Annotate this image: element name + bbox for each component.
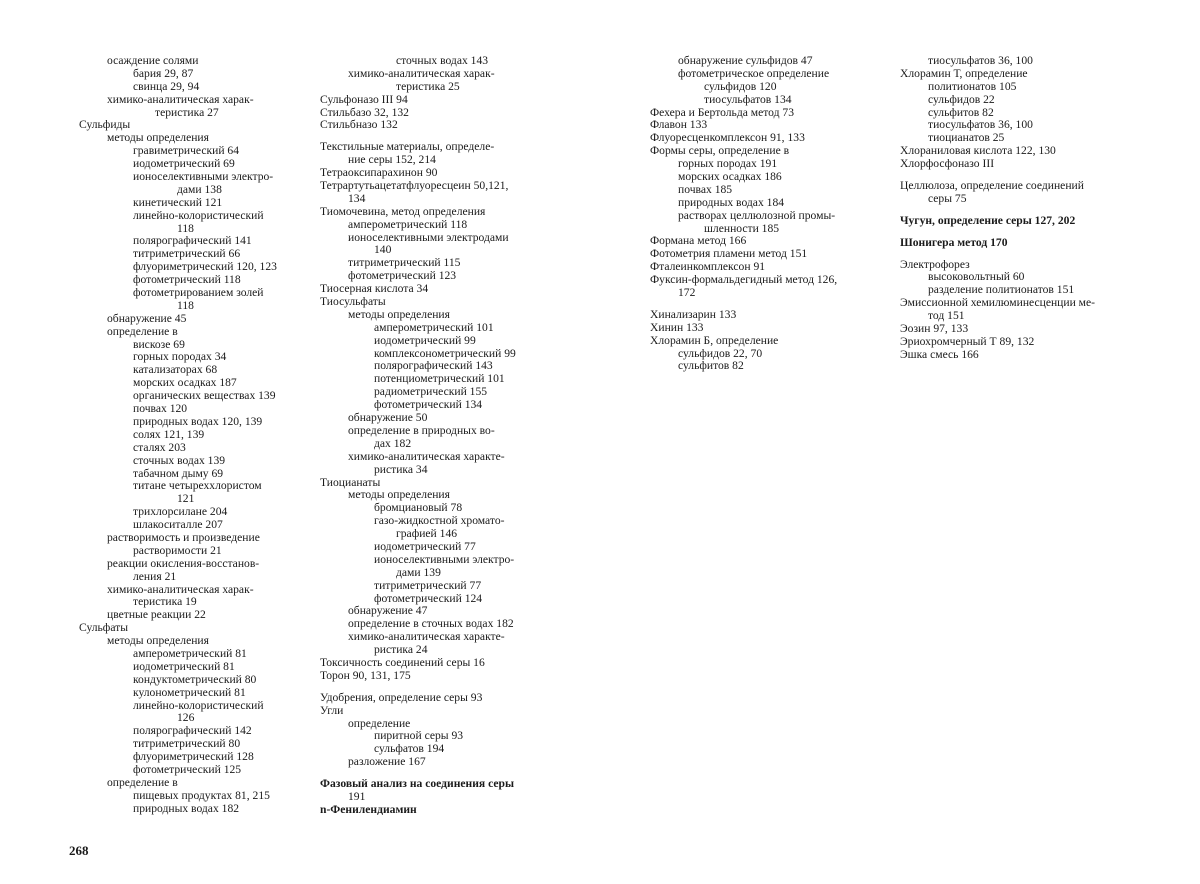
index-subentry: кулонометрический 81 — [133, 685, 246, 699]
index-subentry: сточных водах 139 — [133, 453, 226, 467]
index-heading: Токсичность соединений серы 16 — [320, 655, 485, 669]
index-heading: Фазовый анализ на соединения серы — [320, 777, 515, 791]
index-subentry: обнаружение 45 — [107, 311, 187, 325]
index-subentry: сточных водах 143 — [396, 54, 489, 67]
index-heading: Формы серы, определение в — [650, 144, 790, 158]
index-subentry: дами 139 — [396, 565, 441, 579]
index-heading: Тиосульфаты — [320, 295, 386, 309]
index-subentry: титане четыреххлористом — [133, 479, 262, 493]
index-subentry: определение в — [107, 324, 178, 338]
index-subentry: методы определения — [107, 634, 209, 648]
index-subentry: сульфитов 82 — [678, 359, 744, 373]
index-subentry: титриметрический 77 — [374, 578, 482, 592]
index-subentry: сульфидов 22, 70 — [678, 346, 763, 360]
index-subentry: химико-аналитическая харак- — [348, 66, 495, 80]
index-subentry: почвах 185 — [678, 182, 733, 196]
index-subentry: методы определения — [348, 488, 450, 502]
index-subentry: методы определения — [348, 307, 450, 321]
index-subentry: растворимости 21 — [133, 543, 222, 557]
index-subentry: морских осадках 187 — [133, 376, 237, 390]
index-heading: Сульфоназо III 94 — [320, 92, 408, 106]
index-subentry: титриметрический 66 — [133, 247, 241, 261]
index-subentry: иодометрический 81 — [133, 659, 235, 673]
index-subentry: полярографический 141 — [133, 234, 252, 248]
index-subentry: трихлорсилане 204 — [133, 505, 228, 519]
index-subentry: растворах целлюлозной промы- — [678, 208, 836, 222]
index-subentry: титриметрический 80 — [133, 737, 241, 751]
index-subentry: горных породах 191 — [678, 157, 778, 171]
index-subentry: тод 151 — [928, 309, 965, 323]
index-heading: Эмиссионной хемилюминесценции ме- — [900, 296, 1096, 310]
index-subentry: определение в природных во- — [348, 423, 495, 437]
index-subentry: 118 — [177, 221, 194, 235]
index-subentry: химико-аналитическая характе- — [348, 630, 505, 644]
index-subentry: 121 — [177, 492, 195, 506]
index-subentry: пищевых продуктах 81, 215 — [133, 788, 270, 802]
index-subentry: химико-аналитическая характе- — [348, 449, 505, 463]
index-subentry: природных водах 184 — [678, 195, 785, 209]
index-subentry: обнаружение 50 — [348, 411, 428, 425]
page-number: 268 — [69, 843, 89, 858]
index-heading: Тиоцианаты — [320, 475, 381, 489]
index-heading: n-Фенилендиамин — [320, 802, 417, 816]
index-subentry: фотометрированием золей — [133, 286, 264, 300]
index-heading: Электрофорез — [900, 257, 970, 271]
index-subentry: фотометрический 118 — [133, 273, 241, 287]
index-heading: Тетрартутьацетатфлуоресцеин 50,121, — [320, 179, 509, 193]
index-subentry: дами 138 — [177, 182, 222, 196]
index-heading: Тиосерная кислота 34 — [320, 282, 429, 296]
index-heading: Угли — [320, 703, 344, 717]
index-subentry: радиометрический 155 — [374, 385, 488, 399]
index-heading: Стильбназо 132 — [320, 118, 398, 132]
index-heading: Чугун, определение серы 127, 202 — [900, 213, 1076, 227]
index-heading: Фталеинкомплексон 91 — [650, 260, 766, 274]
index-subentry: природных водах 120, 139 — [133, 414, 263, 428]
index-heading: Хлорамин Т, определение — [900, 66, 1028, 80]
index-subentry: комплексонометрический 99 — [374, 346, 516, 360]
index-subentry: амперометрический 101 — [374, 320, 494, 334]
index-subentry: кинетический 121 — [133, 195, 223, 209]
index-heading: Хинин 133 — [650, 320, 704, 334]
index-heading: Флавон 133 — [650, 118, 708, 132]
index-subentry: осаждение солями — [107, 54, 199, 67]
index-subentry: сульфидов 120 — [704, 79, 777, 93]
index-subentry: амперометрический 81 — [133, 646, 247, 660]
index-heading: Фехера и Бертольда метод 73 — [650, 105, 795, 119]
index-subentry: амперометрический 118 — [348, 217, 468, 231]
index-subentry: дах 182 — [374, 436, 412, 450]
index-heading: Фотометрия пламени метод 151 — [650, 247, 808, 261]
index-subentry: цветные реакции 22 — [107, 608, 206, 622]
index-heading: Эозин 97, 133 — [900, 322, 969, 336]
index-heading: Текстильные материалы, определе- — [320, 140, 495, 154]
index-subentry: фотометрический 134 — [374, 398, 483, 412]
index-subentry: тиосульфатов 36, 100 — [928, 118, 1033, 132]
index-subentry: обнаружение сульфидов 47 — [678, 54, 813, 67]
index-subentry: фотометрический 125 — [133, 762, 242, 776]
index-subentry: шленности 185 — [704, 221, 780, 235]
index-subentry: определение в — [107, 775, 178, 789]
index-subentry: ления 21 — [133, 569, 177, 583]
index-column-4 — [900, 55, 1170, 362]
index-subentry: теристика 27 — [155, 105, 219, 119]
index-subentry: определение в сточных водах 182 — [348, 617, 514, 631]
index-heading: Тиомочевина, метод определения — [320, 204, 486, 218]
index-subentry: линейно-колористический — [133, 698, 264, 712]
index-subentry: титриметрический 115 — [348, 256, 461, 270]
index-subentry: потенциометрический 101 — [374, 372, 505, 386]
index-subentry: бария 29, 87 — [133, 66, 194, 80]
index-heading: Флуоресценкомплексон 91, 133 — [650, 131, 805, 145]
index-subentry: иодометрический 77 — [374, 539, 476, 553]
index-subentry: ние серы 152, 214 — [348, 153, 436, 167]
index-subentry: химико-аналитическая харак- — [107, 582, 254, 596]
index-subentry: природных водах 182 — [133, 801, 240, 815]
index-subentry: кондуктометрический 80 — [133, 672, 257, 686]
index-subentry: ионоселективными электро- — [374, 552, 515, 566]
index-subentry: определение — [348, 716, 411, 730]
index-subentry: ристика 34 — [374, 462, 428, 476]
index-subentry: разложение 167 — [348, 755, 426, 769]
index-subentry: реакции окисления-восстанов- — [107, 556, 260, 570]
index-subentry: тиосульфатов 134 — [704, 92, 792, 106]
index-subentry: 140 — [374, 243, 392, 257]
index-heading: Сульфаты — [79, 621, 129, 635]
index-subentry: теристика 25 — [396, 79, 460, 93]
index-heading: Торон 90, 131, 175 — [320, 668, 411, 682]
index-heading: Целлюлоза, определение соединений — [900, 179, 1084, 193]
index-heading: Удобрения, определение серы 93 — [320, 690, 483, 704]
index-subentry: тиосульфатов 36, 100 — [928, 54, 1033, 67]
index-subentry: линейно-колористический — [133, 208, 264, 222]
index-subentry: фотометрический 124 — [374, 591, 483, 605]
index-subentry: высоковольтный 60 — [928, 270, 1025, 284]
index-subentry: теристика 19 — [133, 595, 197, 609]
index-subentry: сульфатов 194 — [374, 742, 445, 756]
index-column-3 — [650, 55, 895, 373]
index-heading: Эшка смесь 166 — [900, 347, 979, 361]
index-subentry: горных породах 34 — [133, 350, 227, 364]
index-subentry: газо-жидкостной хромато- — [374, 514, 505, 528]
index-subentry: морских осадках 186 — [678, 170, 782, 184]
index-subentry: разделение политионатов 151 — [928, 283, 1075, 297]
index-column-2 — [320, 55, 570, 817]
index-subentry: ионоселективными электродами — [348, 230, 509, 244]
index-heading: Тетраоксипарахинон 90 — [320, 166, 438, 180]
index-subentry: 172 — [678, 286, 696, 300]
index-subentry: флуориметрический 120, 123 — [133, 260, 277, 274]
index-subentry: солях 121, 139 — [133, 427, 205, 441]
index-heading: Хлорфосфоназо III — [900, 157, 995, 171]
index-subentry: катализаторах 68 — [133, 363, 218, 377]
index-subentry: 134 — [348, 191, 366, 205]
index-subentry: органических веществах 139 — [133, 389, 276, 403]
index-subentry: сульфидов 22 — [928, 92, 995, 106]
index-subentry: иодометрический 69 — [133, 157, 235, 171]
index-heading: Эриохромчерный Т 89, 132 — [900, 334, 1035, 348]
index-subentry: табачном дыму 69 — [133, 466, 224, 480]
index-column-1 — [79, 55, 319, 816]
index-heading: Фуксин-формальдегидный метод 126, — [650, 273, 838, 287]
index-subentry: свинца 29, 94 — [133, 79, 200, 93]
index-subentry: методы определения — [107, 131, 209, 145]
index-subentry: сталях 203 — [133, 440, 186, 454]
index-subentry: политионатов 105 — [928, 79, 1017, 93]
index-subentry: иодометрический 99 — [374, 333, 476, 347]
index-heading: Хинализарин 133 — [650, 307, 737, 321]
index-subentry: 191 — [348, 789, 366, 803]
index-subentry: тиоцианатов 25 — [928, 131, 1005, 145]
index-subentry: пиритной серы 93 — [374, 729, 464, 743]
index-heading: Сульфиды — [79, 118, 131, 132]
index-subentry: сульфитов 82 — [928, 105, 994, 119]
index-subentry: 118 — [177, 298, 194, 312]
index-heading: Шонигера метод 170 — [900, 235, 1008, 249]
index-subentry: вискозе 69 — [133, 337, 185, 351]
index-subentry: шлакоситалле 207 — [133, 518, 223, 532]
index-subentry: обнаружение 47 — [348, 604, 428, 618]
index-heading: Формана метод 166 — [650, 234, 747, 248]
index-subentry: фотометрическое определение — [678, 66, 830, 80]
index-subentry: растворимость и произведение — [107, 530, 260, 544]
index-subentry: ионоселективными электро- — [133, 170, 274, 184]
index-subentry: ристика 24 — [374, 643, 428, 657]
index-subentry: почвах 120 — [133, 402, 188, 416]
index-heading: Хлораниловая кислота 122, 130 — [900, 144, 1056, 158]
index-subentry: фотометрический 123 — [348, 269, 457, 283]
index-subentry: графией 146 — [396, 527, 458, 541]
index-subentry: серы 75 — [928, 191, 967, 205]
index-subentry: 126 — [177, 711, 195, 725]
index-heading: Стильбазо 32, 132 — [320, 105, 409, 119]
index-subentry: полярографический 142 — [133, 724, 252, 738]
index-heading: Хлорамин Б, определение — [650, 333, 779, 347]
index-subentry: химико-аналитическая харак- — [107, 92, 254, 106]
index-subentry: флуориметрический 128 — [133, 750, 254, 764]
index-subentry: полярографический 143 — [374, 359, 493, 373]
index-subentry: гравиметрический 64 — [133, 144, 240, 158]
index-subentry: бромциановый 78 — [374, 501, 463, 515]
